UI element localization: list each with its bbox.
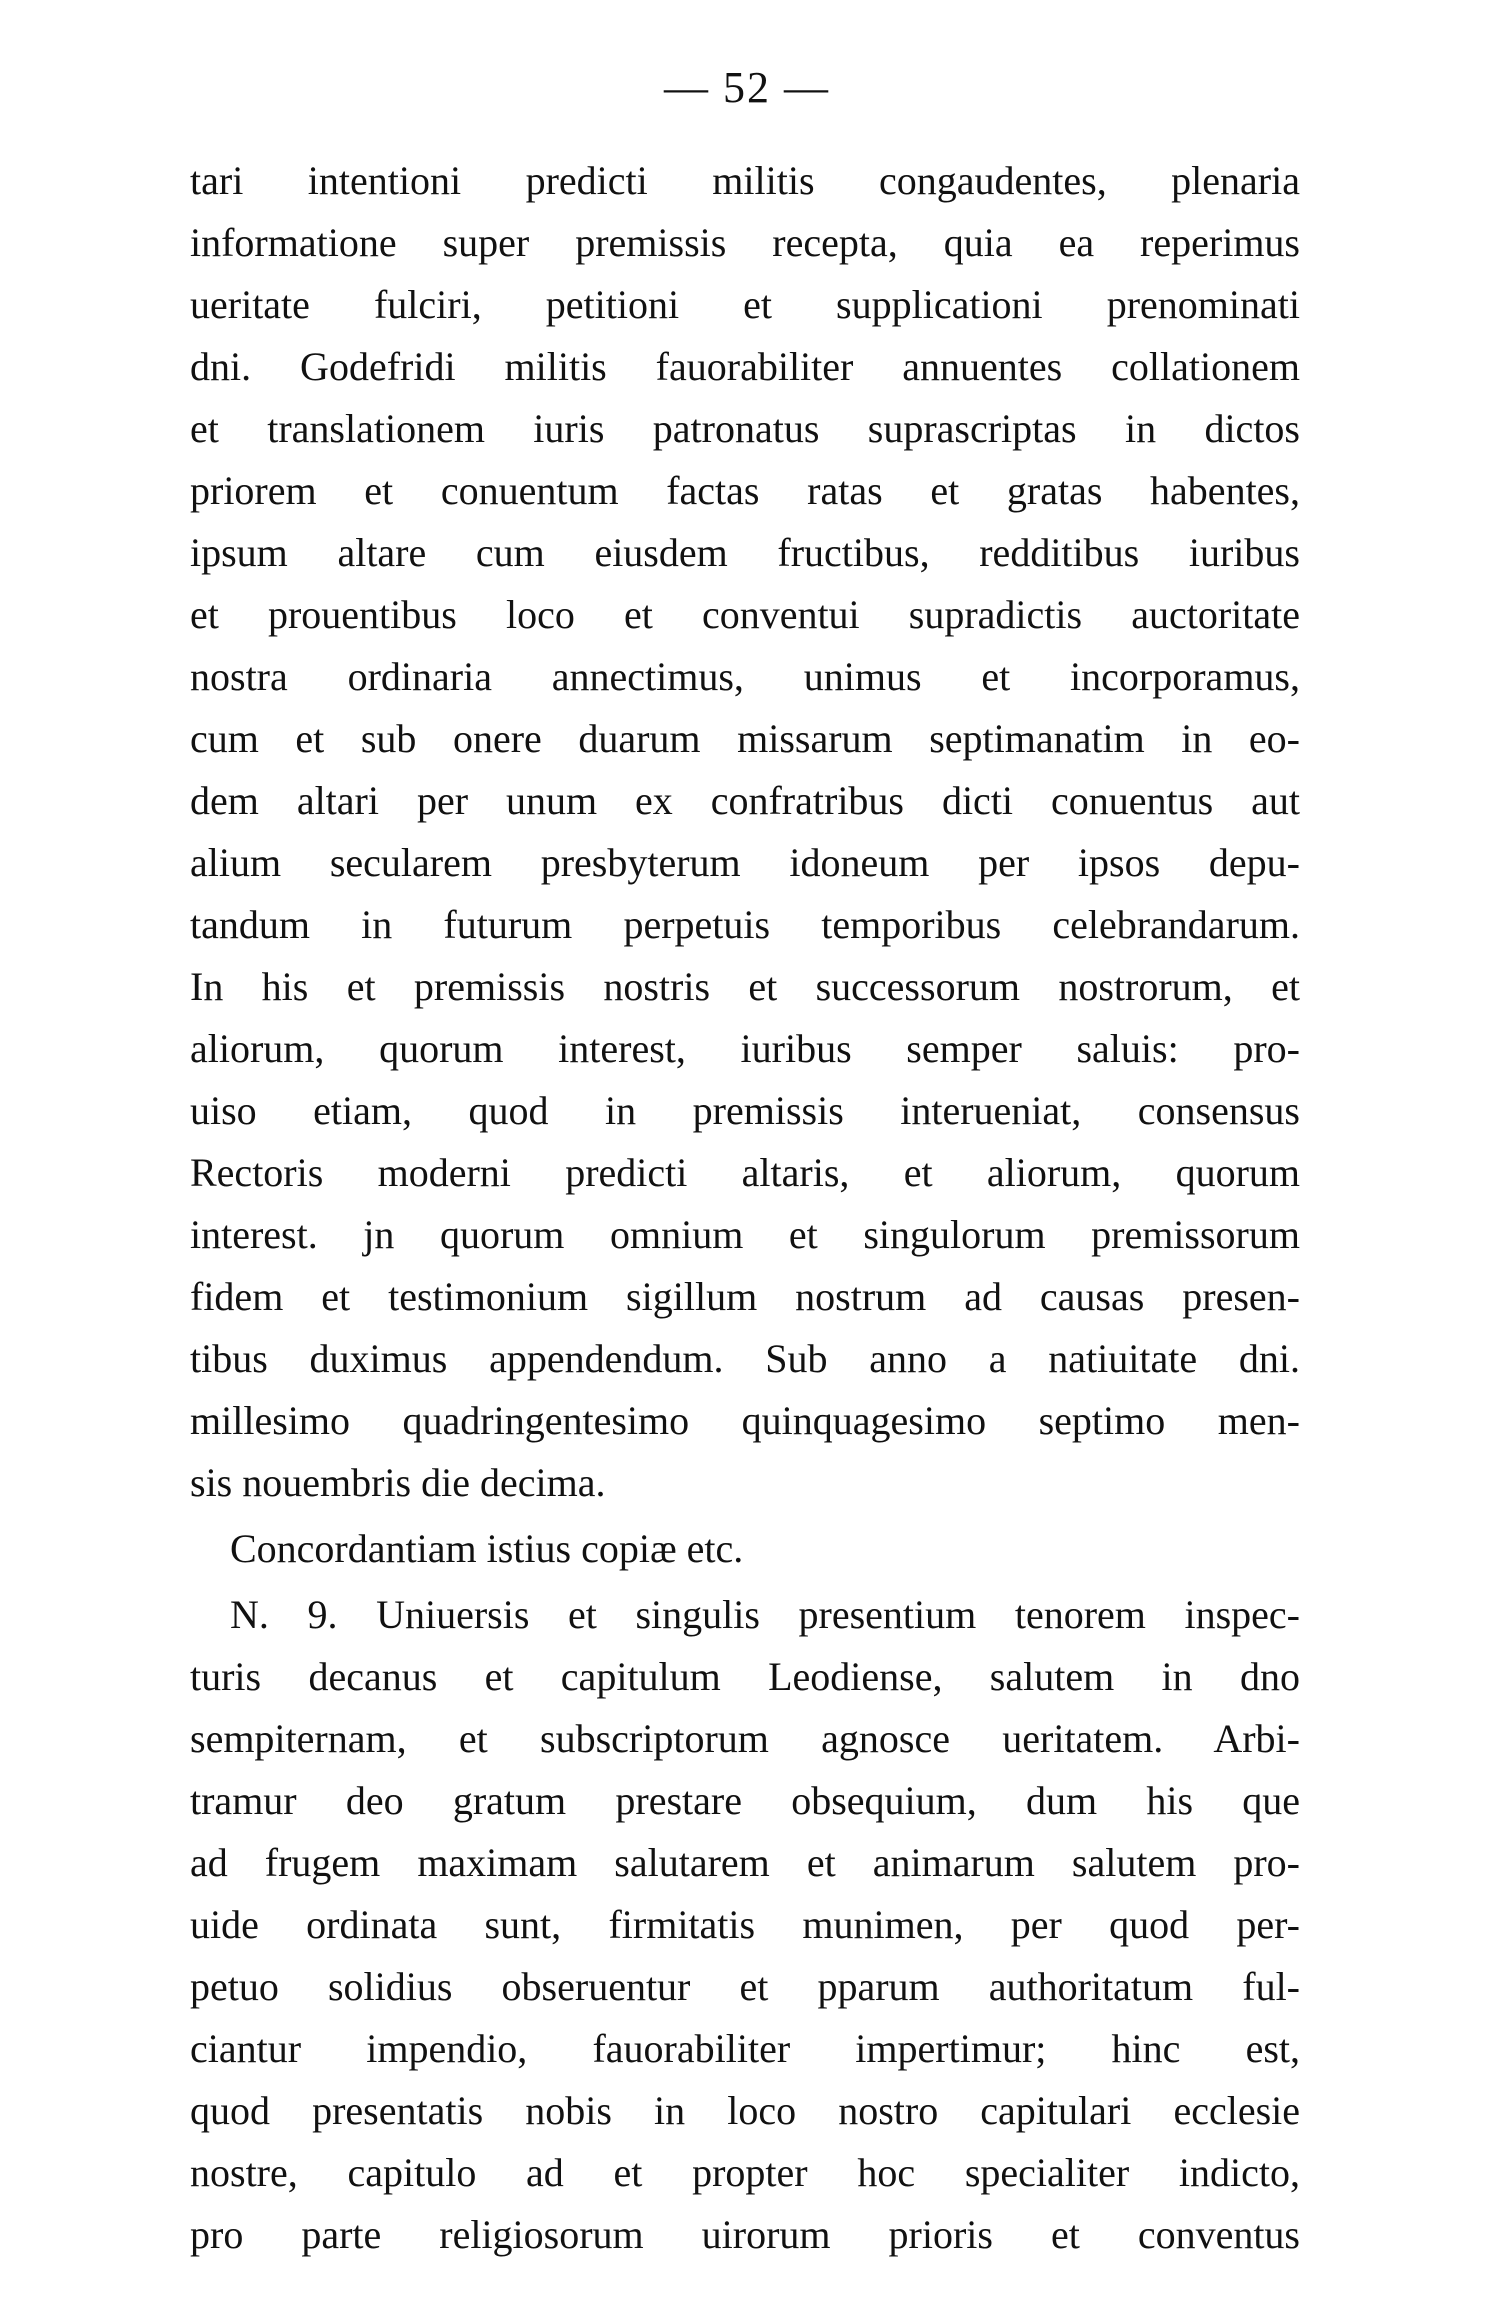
text-line: nostra ordinaria annectimus, unimus et incorporamus, (190, 654, 1300, 699)
text-line: sis nouembris die decima. (190, 1460, 606, 1505)
text-line: sempiternam, et subscriptorum agnosce ueritatem. Arbi- (190, 1716, 1300, 1761)
text-line: dem altari per unum ex confratribus dicti conuentus aut (190, 778, 1300, 823)
text-line: dni. Godefridi militis fauorabiliter annuentes collationem (190, 344, 1300, 389)
text-line: tandum in futurum perpetuis temporibus celebrandarum. (190, 902, 1300, 947)
text-line: informatione super premissis recepta, quia ea reperimus (190, 220, 1300, 265)
text-line: uide ordinata sunt, firmitatis munimen, per quod per- (190, 1902, 1300, 1947)
text-line: Rectoris moderni predicti altaris, et aliorum, quorum (190, 1150, 1300, 1195)
text-line: aliorum, quorum interest, iuribus semper saluis: pro- (190, 1026, 1300, 1071)
text-line: ciantur impendio, fauorabiliter impertimur; hinc est, (190, 2026, 1300, 2071)
text-line: cum et sub onere duarum missarum septimanatim in eo- (190, 716, 1300, 761)
text-line: ipsum altare cum eiusdem fructibus, redditibus iuribus (190, 530, 1300, 575)
text-line: turis decanus et capitulum Leodiense, salutem in dno (190, 1654, 1300, 1699)
text-line: tibus duximus appendendum. Sub anno a natiuitate dni. (190, 1336, 1300, 1381)
text-line: ad frugem maximam salutarem et animarum salutem pro- (190, 1840, 1300, 1885)
text-line: alium secularem presbyterum idoneum per ipsos depu- (190, 840, 1300, 885)
text-line: interest. jn quorum omnium et singulorum premissorum (190, 1212, 1300, 1257)
text-line: nostre, capitulo ad et propter hoc specialiter indicto, (190, 2150, 1300, 2195)
text-line: priorem et conuentum factas ratas et gratas habentes, (190, 468, 1300, 513)
text-line: et prouentibus loco et conventui supradictis auctoritate (190, 592, 1300, 637)
text-line: quod presentatis nobis in loco nostro capitulari ecclesie (190, 2088, 1300, 2133)
text-line: fidem et testimonium sigillum nostrum ad causas presen- (190, 1274, 1300, 1319)
text-line: petuo solidius obseruentur et pparum authoritatum ful- (190, 1964, 1300, 2009)
page-number: — 52 — (664, 63, 830, 112)
text-line: In his et premissis nostris et successorum nostrorum, et (190, 964, 1300, 1009)
text-line: tari intentioni predicti militis congaudentes, plenaria (190, 158, 1300, 203)
text-line: tramur deo gratum prestare obsequium, dum his que (190, 1778, 1300, 1823)
body-text (190, 150, 1300, 2266)
text-line: et translationem iuris patronatus suprascriptas in dictos (190, 406, 1300, 451)
text-line: ueritate fulciri, petitioni et supplicationi prenominati (190, 282, 1300, 327)
text-line: pro parte religiosorum uirorum prioris et conventus (190, 2212, 1300, 2257)
text-line: uiso etiam, quod in premissis interueniat, consensus (190, 1088, 1300, 1133)
text-line: Concordantiam istius copiæ etc. (230, 1526, 744, 1571)
text-line: millesimo quadringentesimo quinquagesimo septimo men- (190, 1398, 1300, 1443)
text-line: N. 9. Uniuersis et singulis presentium tenorem inspec- (230, 1592, 1300, 1637)
